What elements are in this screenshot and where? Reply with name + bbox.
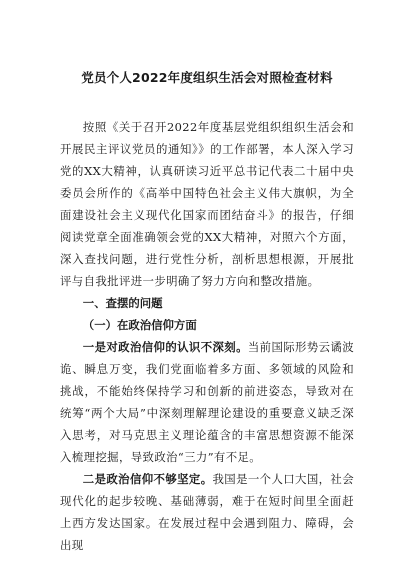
section-heading-problems: 一、查摆的问题	[82, 296, 163, 310]
item-1-body: 当前国际形势云谲波诡、瞬息万变，我们党面临着多方面、多领域的风险和挑战，不能始终保持学习和创新的前进姿态，导致对在统筹“两个大局”中深刻理解理论建设的重要意义缺乏深入思考，对马克思主义理论蕴含的丰富思想资源不能深入梳理挖掘，导致政治“三力”有不足。	[60, 340, 354, 464]
intro-paragraph: 按照《关于召开2022年度基层党组织组织生活会和开展民主评议党员的通知》》的工作部署，本人深入学习党的XX大精神，认真研读习近平总书记代表二十届中央委员会所作的《高举中国特色社会主义伟大旗帜，为全面建设社会主义现代化国家而团结奋斗》的报告，仔细阅读党章全面准确领会党的XX大精神，对照六个方面，深入查找问题，进行党性分析，剖析思想根源，开展批评与自我批评进一步明确了努力方向和整改措施。	[60, 120, 354, 288]
subsection-heading-political-belief: （一）在政治信仰方面	[82, 318, 197, 332]
item-1-paragraph	[60, 336, 354, 468]
item-2-lead: 二是政治信仰不够坚定。	[82, 472, 213, 486]
item-2-paragraph	[60, 468, 354, 556]
document-title: 党员个人2022年度组织生活会对照检查材料	[81, 70, 333, 85]
item-1-lead: 一是对政治信仰的认识不深刻。	[82, 340, 248, 354]
item-2-body: 我国是一个人口大国，社会现代化的起步较晚、基础薄弱，难于在短时间里全面赶上西方发达国家。在发展过程中会遇到阻力、障碍，会出现	[60, 472, 354, 552]
